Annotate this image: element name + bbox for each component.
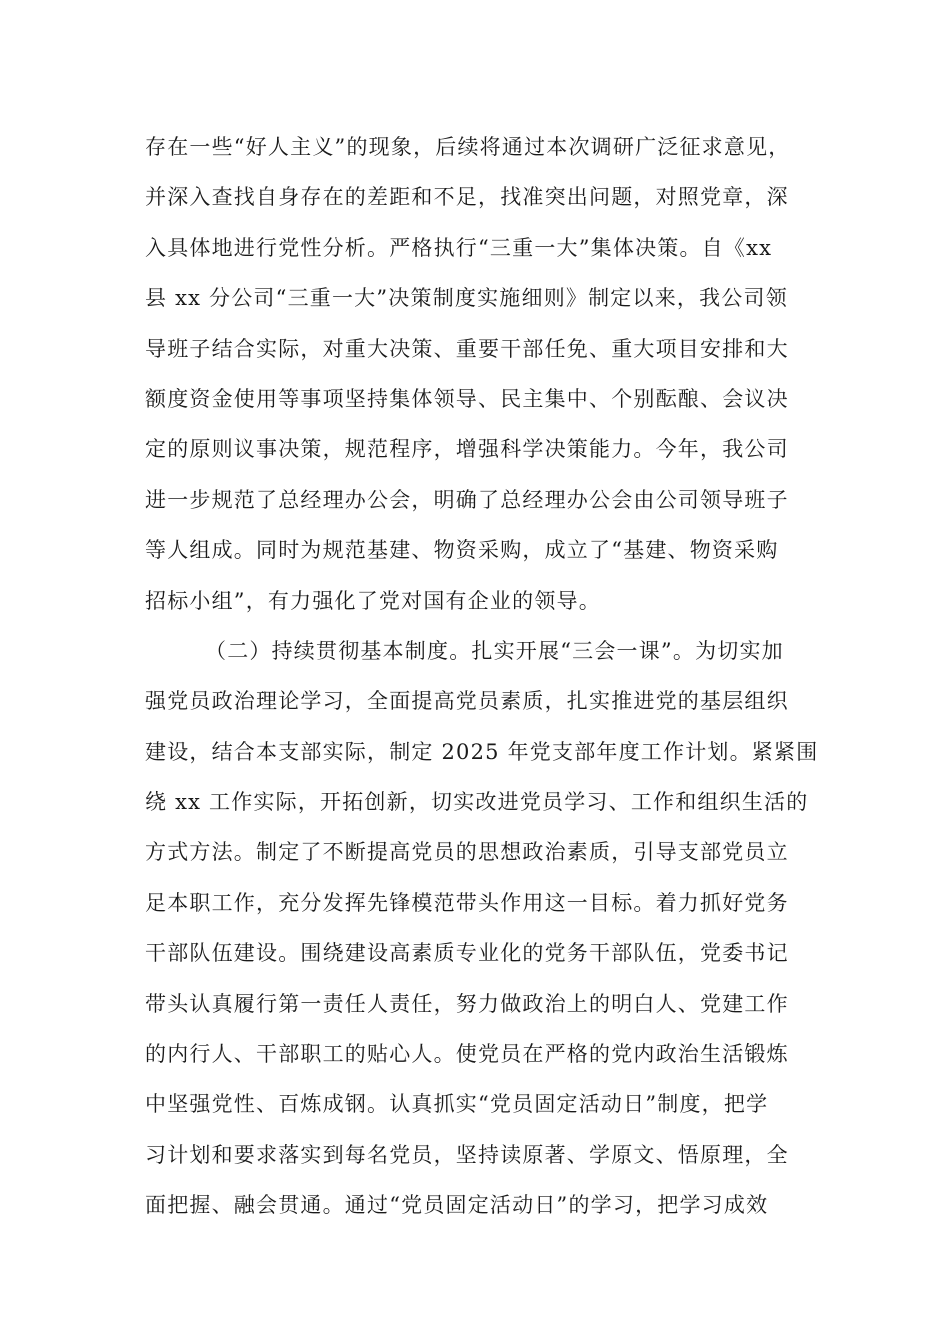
text-line: 方式方法。制定了不断提高党员的思想政治素质，引导支部党员立 <box>145 840 789 865</box>
text-line: 额度资金使用等事项坚持集体领导、民主集中、个别酝酿、会议决 <box>145 386 789 411</box>
text-line: 县 xx 分公司“三重一大”决策制度实施细则》制定以来，我公司领 <box>145 286 788 311</box>
text-line: 中坚强党性、百炼成钢。认真抓实“党员固定活动日”制度，把学 <box>145 1092 769 1117</box>
text-line: 导班子结合实际，对重大决策、重要干部任免、重大项目安排和大 <box>145 336 789 361</box>
text-line: 存在一些“好人主义”的现象，后续将通过本次调研广泛征求意见， <box>145 135 791 159</box>
document-body <box>145 122 819 1231</box>
text-line: 招标小组”，有力强化了党对国有企业的领导。 <box>145 588 601 613</box>
text-line: 定的原则议事决策，规范程序，增强科学决策能力。今年，我公司 <box>145 437 789 462</box>
text-line: 足本职工作，充分发挥先锋模范带头作用这一目标。着力抓好党务 <box>145 890 789 915</box>
text-line: 强党员政治理论学习，全面提高党员素质，扎实推进党的基层组织 <box>145 689 789 714</box>
text-line: 习计划和要求落实到每名党员，坚持读原著、学原文、悟原理，全 <box>145 1142 789 1167</box>
text-line: 并深入查找自身存在的差距和不足，找准突出问题，对照党章，深 <box>145 185 789 210</box>
paragraph-start-line: （二）持续贯彻基本制度。扎实开展“三会一课”。为切实加 <box>205 638 784 663</box>
text-line: 的内行人、干部职工的贴心人。使党员在严格的党内政治生活锻炼 <box>145 1042 789 1067</box>
text-line: 入具体地进行党性分析。严格执行“三重一大”集体决策。自《xx <box>145 235 773 260</box>
text-line: 面把握、融会贯通。通过“党员固定活动日”的学习，把学习成效 <box>145 1193 769 1218</box>
text-line: 绕 xx 工作实际，开拓创新，切实改进党员学习、工作和组织生活的 <box>145 790 809 815</box>
text-line: 等人组成。同时为规范基建、物资采购，成立了“基建、物资采购 <box>145 538 779 563</box>
text-line: 进一步规范了总经理办公会，明确了总经理办公会由公司领导班子 <box>145 487 789 512</box>
text-line: 带头认真履行第一责任人责任，努力做政治上的明白人、党建工作 <box>145 991 789 1016</box>
text-line: 建设，结合本支部实际，制定 2025 年党支部年度工作计划。紧紧围 <box>145 739 819 764</box>
text-line: 干部队伍建设。围绕建设高素质专业化的党务干部队伍，党委书记 <box>145 941 789 966</box>
